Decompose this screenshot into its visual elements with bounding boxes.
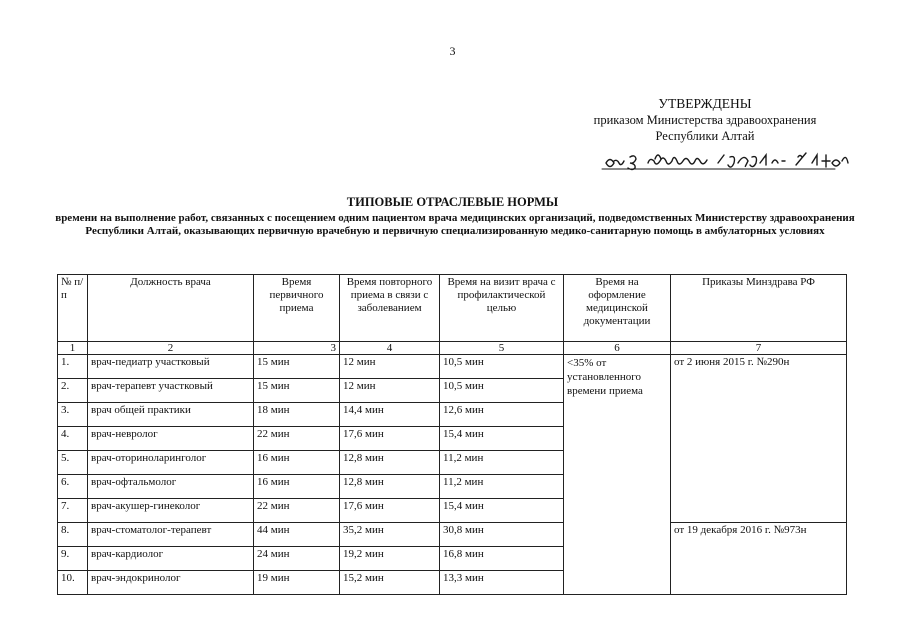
order-cell-2: от 19 декабря 2016 г. №973н: [671, 523, 847, 595]
column-number-row: [58, 342, 847, 355]
page-number: 3: [449, 44, 456, 58]
first-visit-cell: 19 мин: [254, 571, 340, 595]
row-number: 10.: [58, 571, 88, 595]
preventive-visit-cell: 13,3 мин: [440, 571, 564, 595]
document-subtitle: времени на выполнение работ, связанных с посещением одним пациентом врача медицинских организаций, подведомственных Министерству здравоохранения Республики Алтай, оказывающих первичную врачебную и первичную специализированную медико-санитарную помощь в амбулаторных условиях: [55, 212, 855, 237]
first-visit-cell: 15 мин: [254, 355, 340, 379]
header-row: [58, 275, 847, 342]
preventive-visit-cell: 30,8 мин: [440, 523, 564, 547]
first-visit-cell: 18 мин: [254, 403, 340, 427]
preventive-visit-cell: 11,2 мин: [440, 475, 564, 499]
first-visit-cell: 15 мин: [254, 379, 340, 403]
position-cell: врач-кардиолог: [88, 547, 254, 571]
column-number: 2: [88, 342, 254, 355]
header-number: № п/п: [58, 275, 88, 342]
position-cell: врач-стоматолог-терапевт: [88, 523, 254, 547]
repeat-visit-cell: 12 мин: [340, 379, 440, 403]
preventive-visit-cell: 16,8 мин: [440, 547, 564, 571]
table-row: [58, 523, 847, 547]
first-visit-cell: 22 мин: [254, 427, 340, 451]
repeat-visit-cell: 12,8 мин: [340, 451, 440, 475]
repeat-visit-cell: 12,8 мин: [340, 475, 440, 499]
repeat-visit-cell: 17,6 мин: [340, 427, 440, 451]
row-number: 6.: [58, 475, 88, 499]
preventive-visit-cell: 12,6 мин: [440, 403, 564, 427]
position-cell: врач-эндокринолог: [88, 571, 254, 595]
row-number: 1.: [58, 355, 88, 379]
header-first-visit: Время первичного приема: [254, 275, 340, 342]
repeat-visit-cell: 12 мин: [340, 355, 440, 379]
first-visit-cell: 24 мин: [254, 547, 340, 571]
repeat-visit-cell: 19,2 мин: [340, 547, 440, 571]
approval-title: УТВЕРЖДЕНЫ: [658, 96, 752, 111]
table-row: [58, 355, 847, 379]
column-number: 4: [340, 342, 440, 355]
header-position: Должность врача: [88, 275, 254, 342]
preventive-visit-cell: 10,5 мин: [440, 379, 564, 403]
position-cell: врач-офтальмолог: [88, 475, 254, 499]
repeat-visit-cell: 14,4 мин: [340, 403, 440, 427]
row-number: 7.: [58, 499, 88, 523]
preventive-visit-cell: 15,4 мин: [440, 499, 564, 523]
approval-block: [565, 96, 845, 144]
row-number: 5.: [58, 451, 88, 475]
row-number: 2.: [58, 379, 88, 403]
first-visit-cell: 16 мин: [254, 451, 340, 475]
header-documentation: Время на оформление медицинской документации: [564, 275, 671, 342]
repeat-visit-cell: 35,2 мин: [340, 523, 440, 547]
order-cell-1: от 2 июня 2015 г. №290н: [671, 355, 847, 523]
preventive-visit-cell: 11,2 мин: [440, 451, 564, 475]
first-visit-cell: 44 мин: [254, 523, 340, 547]
preventive-visit-cell: 10,5 мин: [440, 355, 564, 379]
column-number: 5: [440, 342, 564, 355]
first-visit-cell: 22 мин: [254, 499, 340, 523]
header-preventive-visit: Время на визит врача с профилактической целью: [440, 275, 564, 342]
repeat-visit-cell: 15,2 мин: [340, 571, 440, 595]
header-orders: Приказы Минздрава РФ: [671, 275, 847, 342]
documentation-time-cell: <35% от установленного времени приема: [564, 355, 671, 595]
repeat-visit-cell: 17,6 мин: [340, 499, 440, 523]
preventive-visit-cell: 15,4 мин: [440, 427, 564, 451]
norms-table: [57, 274, 847, 595]
row-number: 3.: [58, 403, 88, 427]
row-number: 9.: [58, 547, 88, 571]
row-number: 8.: [58, 523, 88, 547]
column-number: 1: [58, 342, 88, 355]
row-number: 4.: [58, 427, 88, 451]
column-number: 6: [564, 342, 671, 355]
handwritten-signature: [600, 149, 850, 175]
column-number: 7: [671, 342, 847, 355]
approval-line-1: приказом Министерства здравоохранения: [593, 113, 817, 127]
position-cell: врач общей практики: [88, 403, 254, 427]
header-repeat-visit: Время повторного приема в связи с заболеванием: [340, 275, 440, 342]
column-number: 3: [254, 342, 340, 355]
position-cell: врач-педиатр участковый: [88, 355, 254, 379]
first-visit-cell: 16 мин: [254, 475, 340, 499]
position-cell: врач-акушер-гинеколог: [88, 499, 254, 523]
position-cell: врач-невролог: [88, 427, 254, 451]
approval-line-2: Республики Алтай: [655, 129, 755, 143]
document-title: ТИПОВЫЕ ОТРАСЛЕВЫЕ НОРМЫ: [346, 195, 559, 209]
position-cell: врач-оториноларинголог: [88, 451, 254, 475]
position-cell: врач-терапевт участковый: [88, 379, 254, 403]
